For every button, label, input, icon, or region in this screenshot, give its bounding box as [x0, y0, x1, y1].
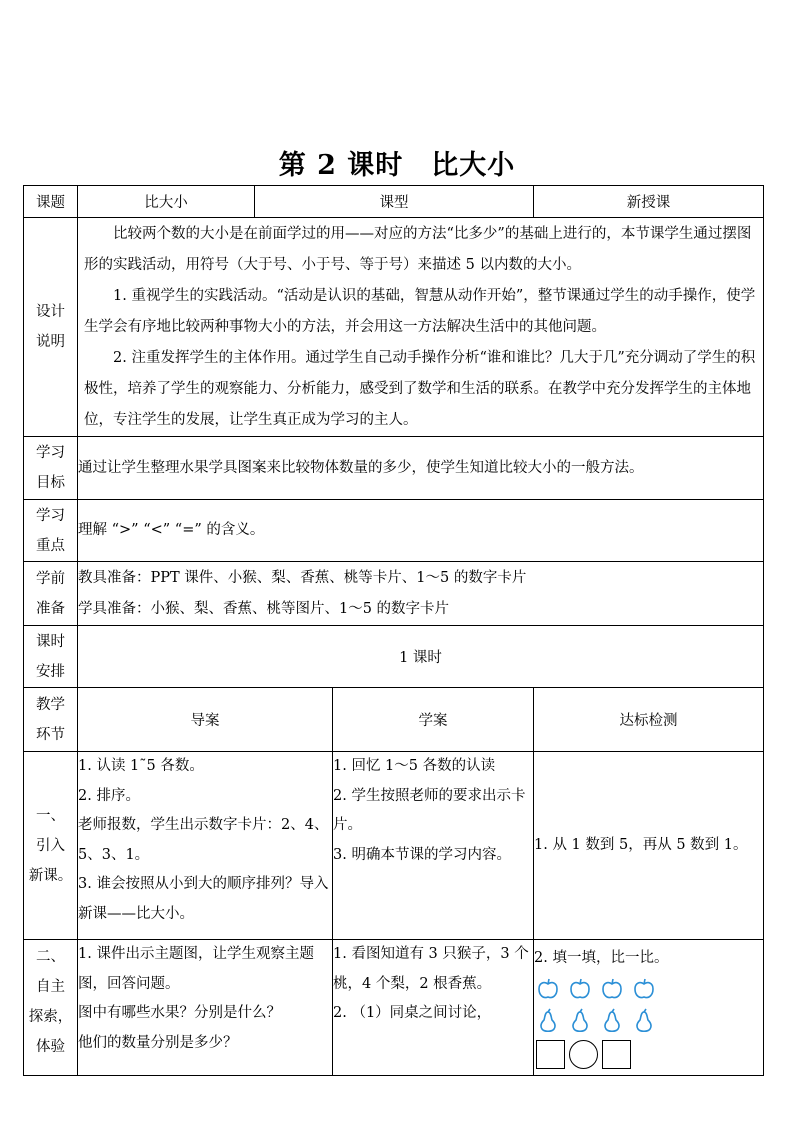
goal-label: 学习 目标	[24, 437, 78, 500]
prep-content	[78, 562, 764, 626]
answer-box-right[interactable]	[602, 1040, 631, 1069]
apple-row	[534, 973, 763, 1005]
section-explore-check	[534, 940, 764, 1076]
type-value: 新授课	[534, 186, 764, 218]
pear-icon	[536, 1008, 560, 1034]
stage-label: 教学 环节	[24, 688, 78, 752]
section-intro-row	[24, 752, 764, 940]
type-label: 课型	[255, 186, 534, 218]
student-prep: 学具准备：小猴、梨、香蕉、桃等图片、1～5 的数字卡片	[78, 600, 450, 617]
pear-row	[534, 1005, 763, 1037]
section-intro-study: 1. 回忆 1～5 各数的认读 2. 学生按照老师的要求出示卡片。 3. 明确本节课的学习内容。	[333, 752, 534, 940]
check-title: 2. 填一填，比一比。	[534, 950, 669, 966]
design-paragraph: 1. 重视学生的实践活动。“活动是认识的基础，智慧从动作开始”，整节课通过学生的动手操作，使学生学会有序地比较两种事物大小的方法，并会用这一方法解决生活中的其他问题。	[84, 287, 756, 335]
design-label: 设计 说明	[24, 218, 78, 437]
pear-icon	[600, 1008, 624, 1034]
prep-label: 学前 准备	[24, 562, 78, 626]
design-paragraph: 2. 注重发挥学生的主体作用。通过学生自己动手操作分析“谁和谁比？几大于几”充分调动了学生的积极性，培养了学生的观察能力、分析能力，感受到了数学和生活的联系。在教学中充分发挥学生的主体地位，专注学生的发展，让学生真正成为学习的主人。	[84, 349, 756, 428]
guide-header: 导案	[78, 688, 333, 752]
section-intro-check: 1. 从 1 数到 5，再从 5 数到 1。	[534, 752, 764, 940]
answer-box-left[interactable]	[536, 1040, 565, 1069]
focus-text: 理解 “>” “<” “=” 的含义。	[78, 500, 764, 562]
schedule-row	[24, 626, 764, 688]
teacher-prep: 教具准备：PPT 课件、小猴、梨、香蕉、桃等卡片、1～5 的数字卡片	[78, 569, 527, 586]
page-title: 第 2 课时 比大小	[278, 150, 516, 181]
pear-icon	[632, 1008, 656, 1034]
design-paragraph: 比较两个数的大小是在前面学过的用——对应的方法“比多少”的基础上进行的，本节课学生通过摆图形的实践活动，用符号（大于号、小于号、等于号）来描述 5 以内数的大小。	[84, 225, 752, 273]
pear-icon	[568, 1008, 592, 1034]
lesson-plan-table	[23, 185, 764, 1076]
section-intro-label: 一、 引入 新课。	[24, 752, 78, 940]
prep-row	[24, 562, 764, 626]
topic-value: 比大小	[78, 186, 255, 218]
topic-label: 课题	[24, 186, 78, 218]
answer-circle[interactable]	[569, 1040, 598, 1069]
schedule-value: 1 课时	[78, 626, 764, 688]
goal-row	[24, 437, 764, 500]
section-explore-row	[24, 940, 764, 1076]
topic-row	[24, 186, 764, 218]
study-header: 学案	[333, 688, 534, 752]
compare-boxes	[534, 1037, 763, 1071]
apple-icon	[568, 977, 592, 1001]
section-explore-label: 二、 自主 探索， 体验	[24, 940, 78, 1076]
apple-icon	[600, 977, 624, 1001]
section-intro-guide: 1. 认读 1˜5 各数。 2. 排序。 老师报数，学生出示数字卡片：2、4、5、3、1。 3. 谁会按照从小到大的顺序排列？导入新课——比大小。	[78, 752, 333, 940]
focus-label: 学习 重点	[24, 500, 78, 562]
apple-icon	[632, 977, 656, 1001]
section-explore-guide: 1. 课件出示主题图，让学生观察主题图，回答问题。 图中有哪些水果？分别是什么？ 他们的数量分别是多少？	[78, 940, 333, 1076]
section-explore-study: 1. 看图知道有 3 只猴子，3 个桃，4 个梨，2 根香蕉。 2. （1）同桌之间讨论，	[333, 940, 534, 1076]
design-row	[24, 218, 764, 437]
focus-row	[24, 500, 764, 562]
goal-text: 通过让学生整理水果学具图案来比较物体数量的多少，使学生知道比较大小的一般方法。	[78, 437, 764, 500]
design-content	[78, 218, 764, 437]
column-header-row	[24, 688, 764, 752]
schedule-label: 课时 安排	[24, 626, 78, 688]
apple-icon	[536, 977, 560, 1001]
check-header: 达标检测	[534, 688, 764, 752]
